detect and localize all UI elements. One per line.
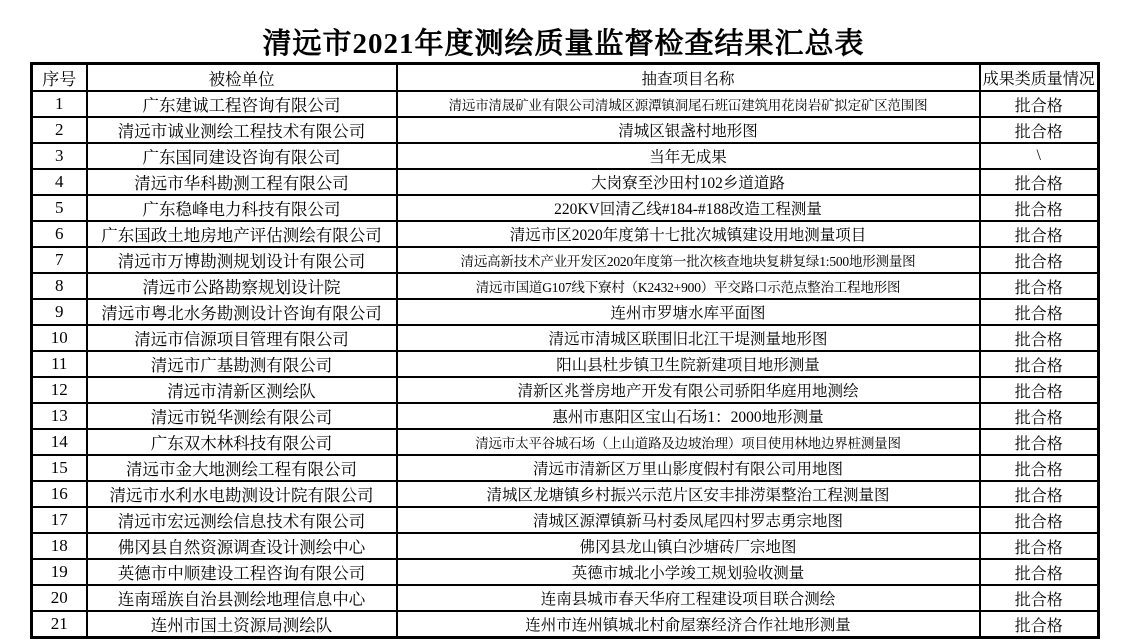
row-index-cell: 17	[32, 507, 87, 533]
table-row	[32, 195, 1099, 221]
quality-result-cell: 批合格	[980, 169, 1099, 195]
table-row	[32, 247, 1099, 273]
project-name-cell: 惠州市惠阳区宝山石场1：2000地形测量	[397, 403, 980, 429]
project-name-cell: 清远市区2020年度第十七批次城镇建设用地测量项目	[397, 221, 980, 247]
table-row	[32, 507, 1099, 533]
project-name-cell: 清城区银盏村地形图	[397, 117, 980, 143]
row-index-cell: 14	[32, 429, 87, 455]
inspection-results-table	[30, 62, 1100, 639]
project-name-cell: 清新区兆誉房地产开发有限公司骄阳华庭用地测绘	[397, 377, 980, 403]
inspected-unit-cell: 清远市水利水电勘测设计院有限公司	[87, 481, 397, 507]
inspected-unit-cell: 清远市公路勘察规划设计院	[87, 273, 397, 299]
row-index-cell: 10	[32, 325, 87, 351]
inspected-unit-cell: 连南瑶族自治县测绘地理信息中心	[87, 585, 397, 611]
inspected-unit-cell: 清远市广基勘测有限公司	[87, 351, 397, 377]
table-row	[32, 143, 1099, 169]
table-row	[32, 169, 1099, 195]
project-name-cell: 清远市太平谷城石场（上山道路及边坡治理）项目使用林地边界桩测量图	[397, 429, 980, 455]
quality-result-cell: 批合格	[980, 221, 1099, 247]
table-row	[32, 403, 1099, 429]
quality-result-cell: 批合格	[980, 533, 1099, 559]
project-name-cell: 清远市清新区万里山影度假村有限公司用地图	[397, 455, 980, 481]
quality-result-cell: 批合格	[980, 429, 1099, 455]
table-header-row	[32, 64, 1099, 92]
project-name-cell: 佛冈县龙山镇白沙塘砖厂宗地图	[397, 533, 980, 559]
page-title: 清远市2021年度测绘质量监督检查结果汇总表	[262, 28, 865, 60]
project-name-cell: 当年无成果	[397, 143, 980, 169]
quality-result-cell: 批合格	[980, 195, 1099, 221]
row-index-cell: 1	[32, 91, 87, 117]
inspected-unit-cell: 清远市清新区测绘队	[87, 377, 397, 403]
row-index-cell: 12	[32, 377, 87, 403]
row-index-cell: 19	[32, 559, 87, 585]
row-index-cell: 18	[32, 533, 87, 559]
project-name-cell: 连州市罗塘水库平面图	[397, 299, 980, 325]
project-name-cell: 清远市国道G107线下寮村（K2432+900）平交路口示范点整治工程地形图	[397, 273, 980, 299]
table-row	[32, 117, 1099, 143]
row-index-cell: 4	[32, 169, 87, 195]
row-index-cell: 21	[32, 611, 87, 638]
row-index-cell: 9	[32, 299, 87, 325]
column-header-index: 序号	[32, 64, 87, 92]
row-index-cell: 20	[32, 585, 87, 611]
quality-result-cell: 批合格	[980, 299, 1099, 325]
project-name-cell: 清城区龙塘镇乡村振兴示范片区安丰排涝渠整治工程测量图	[397, 481, 980, 507]
quality-result-cell: 批合格	[980, 117, 1099, 143]
quality-result-cell: 批合格	[980, 455, 1099, 481]
row-index-cell: 2	[32, 117, 87, 143]
table-row	[32, 351, 1099, 377]
row-index-cell: 8	[32, 273, 87, 299]
quality-result-cell: 批合格	[980, 611, 1099, 638]
inspected-unit-cell: 广东国政土地房地产评估测绘有限公司	[87, 221, 397, 247]
row-index-cell: 11	[32, 351, 87, 377]
inspected-unit-cell: 清远市宏远测绘信息技术有限公司	[87, 507, 397, 533]
project-name-cell: 清城区源潭镇新马村委凤尾四村罗志勇宗地图	[397, 507, 980, 533]
inspected-unit-cell: 清远市万博勘测规划设计有限公司	[87, 247, 397, 273]
inspected-unit-cell: 清远市华科勘测工程有限公司	[87, 169, 397, 195]
row-index-cell: 7	[32, 247, 87, 273]
project-name-cell: 清远高新技术产业开发区2020年度第一批次核查地块复耕复绿1:500地形测量图	[397, 247, 980, 273]
column-header-result: 成果类质量情况	[980, 64, 1099, 92]
project-name-cell: 清远市清城区联围旧北江干堤测量地形图	[397, 325, 980, 351]
inspected-unit-cell: 清远市诚业测绘工程技术有限公司	[87, 117, 397, 143]
row-index-cell: 15	[32, 455, 87, 481]
quality-result-cell: 批合格	[980, 247, 1099, 273]
table-row	[32, 481, 1099, 507]
quality-result-cell: 批合格	[980, 559, 1099, 585]
project-name-cell: 连州市连州镇城北村俞屋寨经济合作社地形测量	[397, 611, 980, 638]
table-row	[32, 325, 1099, 351]
quality-result-cell: \	[980, 143, 1099, 169]
table-row	[32, 533, 1099, 559]
quality-result-cell: 批合格	[980, 507, 1099, 533]
table-row	[32, 299, 1099, 325]
quality-result-cell: 批合格	[980, 351, 1099, 377]
column-header-project: 抽查项目名称	[397, 64, 980, 92]
table-row	[32, 377, 1099, 403]
table-row	[32, 221, 1099, 247]
project-name-cell: 大岗寮至沙田村102乡道道路	[397, 169, 980, 195]
table-row	[32, 273, 1099, 299]
project-name-cell: 阳山县杜步镇卫生院新建项目地形测量	[397, 351, 980, 377]
inspected-unit-cell: 广东双木林科技有限公司	[87, 429, 397, 455]
quality-result-cell: 批合格	[980, 91, 1099, 117]
inspected-unit-cell: 佛冈县自然资源调查设计测绘中心	[87, 533, 397, 559]
row-index-cell: 3	[32, 143, 87, 169]
quality-result-cell: 批合格	[980, 481, 1099, 507]
project-name-cell: 220KV回清乙线#184-#188改造工程测量	[397, 195, 980, 221]
inspected-unit-cell: 广东建诚工程咨询有限公司	[87, 91, 397, 117]
row-index-cell: 5	[32, 195, 87, 221]
table-row	[32, 585, 1099, 611]
table-row	[32, 559, 1099, 585]
inspected-unit-cell: 清远市信源项目管理有限公司	[87, 325, 397, 351]
row-index-cell: 13	[32, 403, 87, 429]
column-header-unit: 被检单位	[87, 64, 397, 92]
inspected-unit-cell: 广东稳峰电力科技有限公司	[87, 195, 397, 221]
inspected-unit-cell: 英德市中顺建设工程咨询有限公司	[87, 559, 397, 585]
table-row	[32, 455, 1099, 481]
row-index-cell: 6	[32, 221, 87, 247]
quality-result-cell: 批合格	[980, 377, 1099, 403]
inspected-unit-cell: 连州市国土资源局测绘队	[87, 611, 397, 638]
inspected-unit-cell: 清远市粤北水务勘测设计咨询有限公司	[87, 299, 397, 325]
quality-result-cell: 批合格	[980, 325, 1099, 351]
quality-result-cell: 批合格	[980, 403, 1099, 429]
row-index-cell: 16	[32, 481, 87, 507]
table-row	[32, 429, 1099, 455]
project-name-cell: 英德市城北小学竣工规划验收测量	[397, 559, 980, 585]
project-name-cell: 连南县城市春天华府工程建设项目联合测绘	[397, 585, 980, 611]
table-row	[32, 611, 1099, 638]
inspected-unit-cell: 清远市金大地测绘工程有限公司	[87, 455, 397, 481]
quality-result-cell: 批合格	[980, 585, 1099, 611]
quality-result-cell: 批合格	[980, 273, 1099, 299]
inspected-unit-cell: 广东国同建设咨询有限公司	[87, 143, 397, 169]
inspected-unit-cell: 清远市锐华测绘有限公司	[87, 403, 397, 429]
table-row	[32, 91, 1099, 117]
project-name-cell: 清远市清晟矿业有限公司清城区源潭镇洞尾石班冚建筑用花岗岩矿拟定矿区范围图	[397, 91, 980, 117]
